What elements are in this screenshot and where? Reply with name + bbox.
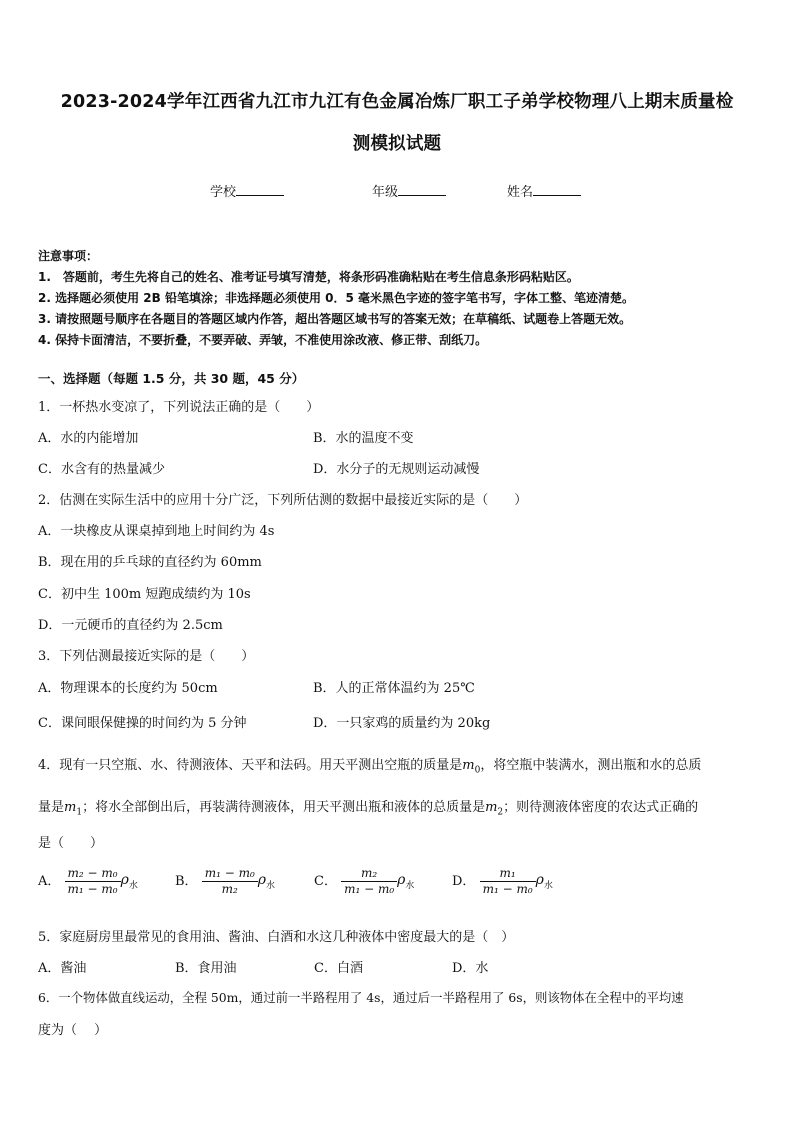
- question-4-text: 4．现有一只空瓶、水、待测液体、天平和法码。用天平测出空瓶的质量是: [38, 758, 463, 773]
- question-1-option-b: B．水的温度不变: [313, 431, 414, 446]
- question-4-line3: 是（ ）: [38, 836, 104, 851]
- school-label: 学校: [210, 185, 237, 200]
- question-1-option-d: D．水分子的无规则运动减慢: [313, 462, 480, 477]
- question-1-option-c: C．水含有的热量减少: [38, 462, 165, 477]
- rho-water-symbol: $\rho_水$: [535, 872, 553, 891]
- school-field: [210, 181, 284, 200]
- rho-water-symbol: $\rho_水$: [397, 872, 415, 891]
- question-5-option-b: B．食用油: [175, 961, 237, 976]
- question-2-option-b: B．现在用的乒乓球的直径约为 60mm: [38, 555, 262, 570]
- fraction: $\frac{\text{m₂}}{\text{m₁ − m₀}}$: [341, 866, 397, 897]
- question-6-line1: 6．一个物体做直线运动，全程 50m，通过前一半路程用了 4s，通过后一半路程用了 6s，则该物体在全程中的平均速: [38, 990, 684, 1005]
- question-5-stem: 5．家庭厨房里最常见的食用油、酱油、白酒和水这几种液体中密度最大的是（ ）: [38, 930, 515, 945]
- question-4-text: ，将空瓶中装满水，测出瓶和水的总质: [480, 758, 702, 773]
- question-4-option-a: [38, 866, 138, 897]
- m1-symbol: $m_1$: [64, 800, 83, 818]
- note-item: 1. 答题前，考生先将自己的姓名、准考证号填写清楚，将条形码准确粘贴在考生信息条形码粘贴区。: [38, 270, 579, 284]
- fraction: $\frac{\text{m₁ − m₀}}{\text{m₂}}$: [202, 866, 258, 897]
- question-1-stem: 1．一杯热水变凉了，下列说法正确的是（ ）: [38, 400, 320, 415]
- question-4-line2: [38, 796, 698, 818]
- option-label: A．: [38, 874, 61, 889]
- question-3-option-c: C．课间眼保健操的时间约为 5 分钟: [38, 716, 247, 731]
- option-label: B．: [175, 874, 198, 889]
- notes-heading: 注意事项：: [38, 249, 99, 263]
- option-label: D．: [452, 874, 476, 889]
- question-3-option-a: A．物理课本的长度约为 50cm: [38, 681, 218, 696]
- question-4-text: ；则待测液体密度的农达式正确的: [503, 800, 699, 815]
- question-1-option-a: A．水的内能增加: [38, 431, 139, 446]
- question-3-option-b: B．人的正常体温约为 25℃: [313, 681, 475, 696]
- question-4-option-c: [314, 866, 414, 897]
- section-heading: 一、选择题（每题 1.5 分，共 30 题，45 分）: [38, 371, 305, 386]
- question-2-stem: 2．估测在实际生活中的应用十分广泛，下列所估测的数据中最接近实际的是（ ）: [38, 493, 528, 508]
- question-3-stem: 3．下列估测最接近实际的是（ ）: [38, 649, 255, 664]
- question-2-option-d: D．一元硬币的直径约为 2.5cm: [38, 618, 223, 633]
- exam-title-line1: 2023-2024学年江西省九江市九江有色金属冶炼厂职工子弟学校物理八上期末质量检: [60, 92, 734, 112]
- question-4-text: ；将水全部倒出后，再装满待测液体，用天平测出瓶和液体的总质量是: [82, 800, 486, 815]
- rho-water-symbol: $\rho_水$: [257, 872, 276, 891]
- name-blank: [533, 183, 581, 196]
- note-item: 3. 请按照题号顺序在各题目的答题区域内作答，超出答题区域书写的答案无效；在草稿纸、试题卷上答题无效。: [38, 312, 632, 326]
- grade-label: 年级: [372, 185, 399, 200]
- name-label: 姓名: [507, 185, 534, 200]
- note-item: 4. 保持卡面清洁，不要折叠，不要弄破、弄皱，不准使用涂改液、修正带、刮纸刀。: [38, 333, 488, 347]
- question-2-option-c: C．初中生 100m 短跑成绩约为 10s: [38, 587, 251, 602]
- question-4-option-b: [175, 866, 275, 897]
- grade-field: [372, 181, 446, 200]
- name-field: [507, 181, 581, 200]
- m0-symbol: $m_0$: [462, 758, 481, 776]
- notes-block: [38, 246, 634, 351]
- question-4-text: 量是: [38, 800, 65, 815]
- m2-symbol: $m_2$: [485, 800, 504, 818]
- rho-water-symbol: $\rho_水$: [120, 872, 138, 891]
- fraction: $\frac{\text{m₁}}{\text{m₁ − m₀}}$: [480, 866, 536, 897]
- grade-blank: [398, 183, 446, 196]
- note-item: 2. 选择题必须使用 2B 铅笔填涂；非选择题必须使用 0．5 毫米黑色字迹的签字笔书写，字体工整、笔迹清楚。: [38, 291, 634, 305]
- question-3-option-d: D．一只家鸡的质量约为 20kg: [313, 716, 491, 731]
- question-5-option-a: A．酱油: [38, 961, 87, 976]
- question-4-option-d: [452, 866, 553, 897]
- question-5-option-c: C．白酒: [314, 961, 363, 976]
- question-2-option-a: A．一块橡皮从课桌掉到地上时间约为 4s: [38, 524, 275, 539]
- question-4-line1: [38, 754, 701, 776]
- exam-title-line2: 测模拟试题: [352, 134, 442, 154]
- option-label: C．: [314, 874, 337, 889]
- school-blank: [236, 183, 284, 196]
- question-5-option-d: D．水: [452, 961, 489, 976]
- fraction: $\frac{\text{m₂ − m₀}}{\text{m₁ − m₀}}$: [65, 866, 121, 897]
- question-6-line2: 度为（ ）: [38, 1023, 108, 1038]
